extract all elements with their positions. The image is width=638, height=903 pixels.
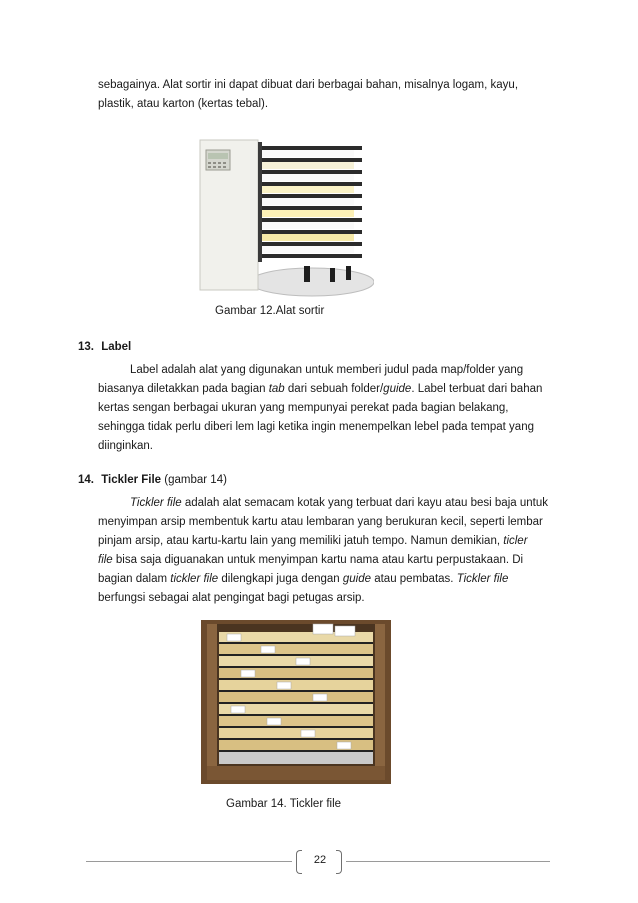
section14-paragraph: [98, 494, 548, 608]
intro-line-1: sebagainya. Alat sortir ini dapat dibuat dari berbagai bahan, misalnya logam, kayu,: [98, 79, 519, 91]
section13-line-2: biasanya diletakkan pada bagian tab dari sebuah folder/guide. Label terbuat dari bahan: [98, 383, 543, 395]
section14-line-5: bagian dalam tickler file dilengkapi juga dengan guide atau pembatas. Tickler file: [98, 573, 509, 585]
footer-rule-left: [86, 861, 292, 862]
section14-line-6: berfungsi sebagai alat pengingat bagi petugas arsip.: [98, 592, 365, 604]
section13-line-3: kertas sengan berbagai ukuran yang mempunyai perekat pada bagian belakang,: [98, 402, 509, 414]
section14-heading: [78, 474, 227, 486]
section13-number: 13.: [78, 341, 94, 353]
figure12-caption: Gambar 12.Alat sortir: [215, 305, 325, 317]
section14-line-1: Tickler file adalah alat semacam kotak yang terbuat dari kayu atau besi baja untuk: [130, 497, 548, 509]
page-number: 22: [313, 854, 327, 866]
tickler-file-image: [201, 620, 391, 784]
figure14-caption: Gambar 14. Tickler file: [226, 798, 342, 810]
section13-heading: [78, 341, 131, 353]
section14-line-2: menyimpan arsip membentuk kartu atau lembaran yang berukuran kecil, seperti lembar: [98, 516, 543, 528]
section14-number: 14.: [78, 474, 94, 486]
section14-line-4: file bisa saja diguanakan untuk menyimpan kartu nama atau kartu perpustakaan. Di: [98, 554, 524, 566]
section13-title: Label: [101, 341, 132, 353]
section13-paragraph: [98, 361, 542, 456]
footer-bracket-left: [296, 850, 302, 874]
section14-line-3: pinjam arsip, atau kartu-kartu lain yang memiliki jatuh tempo. Namun demikian, ticler: [98, 535, 528, 547]
section14-title-note: (gambar 14): [161, 474, 227, 486]
footer-rule-right: [346, 861, 550, 862]
section13-line-4: sehingga tidak perlu diberi lem lagi ketika ingin menempelkan lebel pada tempat yang: [98, 421, 534, 433]
intro-paragraph: [98, 76, 518, 114]
section14-title: Tickler File: [101, 474, 162, 486]
section13-line-5: diinginkan.: [98, 440, 153, 452]
intro-line-2: plastik, atau karton (kertas tebal).: [98, 98, 269, 110]
sorter-image: [192, 132, 374, 302]
section13-line-1: Label adalah alat yang digunakan untuk memberi judul pada map/folder yang: [130, 364, 524, 376]
